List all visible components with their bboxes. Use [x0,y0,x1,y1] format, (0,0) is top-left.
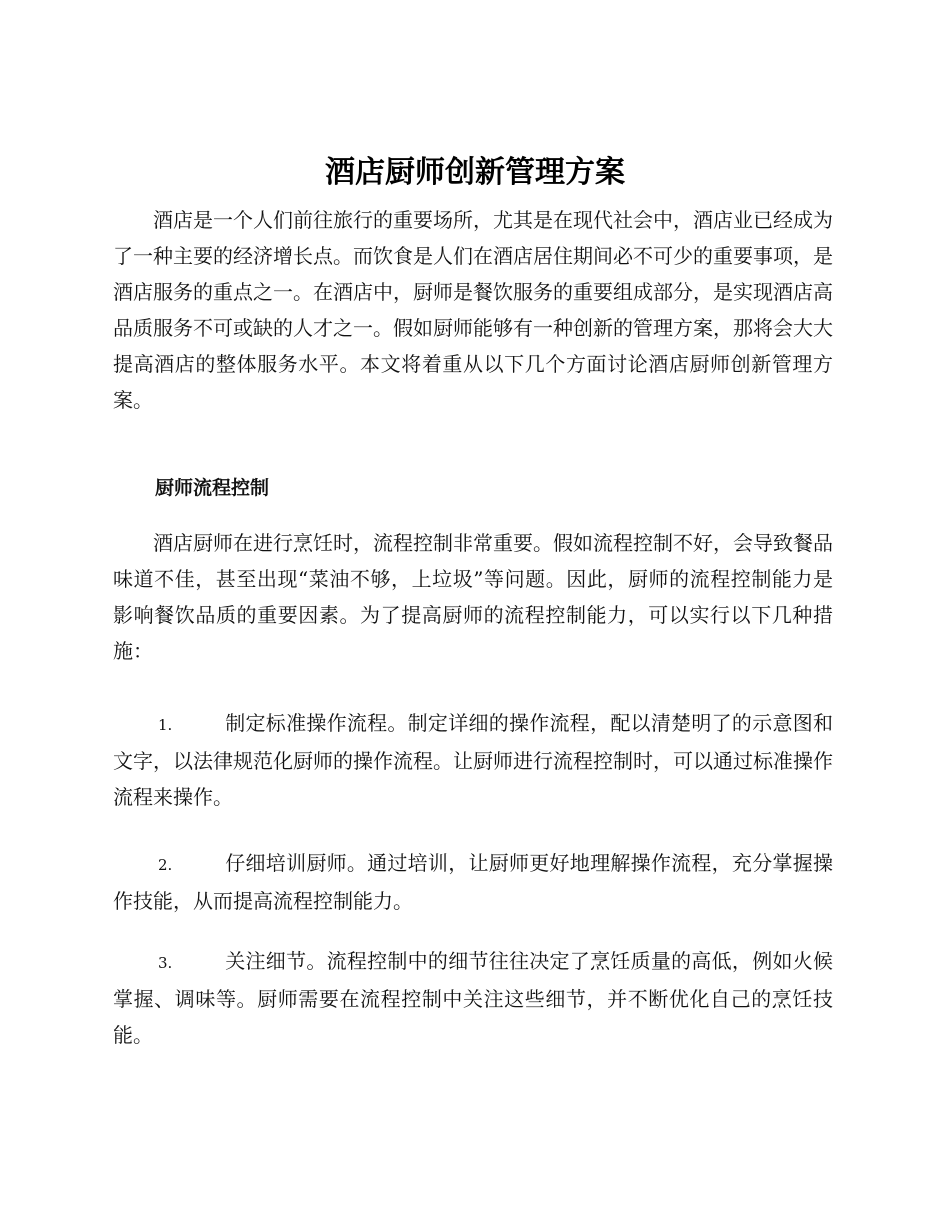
document-title: 酒店厨师创新管理方案 [325,155,625,190]
list-item [113,845,833,919]
list-item-text: 制定标准操作流程。制定详细的操作流程，配以清楚明了的示意图和文字，以法律规范化厨师的操作流程。让厨师进行流程控制时，可以通过标准操作流程来操作。 [113,711,833,809]
list-item-text: 仔细培训厨师。通过培训，让厨师更好地理解操作流程，充分掌握操作技能，从而提高流程控制能力。 [113,851,833,913]
list-item-number: 3. [158,954,173,972]
list-item-number: 2. [158,856,173,874]
section-paragraph: 酒店厨师在进行烹饪时，流程控制非常重要。假如流程控制不好，会导致餐品味道不佳，甚至出现“菜油不够，上垃圾”等问题。因此，厨师的流程控制能力是影响餐饮品质的重要因素。为了提高厨师的流程控制能力，可以实行以下几种措施： [113,531,833,663]
section-heading: 厨师流程控制 [155,477,270,499]
intro-paragraph: 酒店是一个人们前往旅行的重要场所，尤其是在现代社会中，酒店业已经成为了一种主要的经济增长点。而饮食是人们在酒店居住期间必不可少的重要事项，是酒店服务的重点之一。在酒店中，厨师是餐饮服务的重要组成部分，是实现酒店高品质服务不可或缺的人才之一。假如厨师能够有一种创新的管理方案，那将会大大提高酒店的整体服务水平。本文将着重从以下几个方面讨论酒店厨师创新管理方案。 [113,208,833,412]
list-item-text: 关注细节。流程控制中的细节往往决定了烹饪质量的高低，例如火候掌握、调味等。厨师需要在流程控制中关注这些细节，并不断优化自己的烹饪技能。 [113,949,833,1047]
list-item-number: 1. [158,716,173,734]
list-item [113,705,833,815]
list-item [113,943,833,1053]
